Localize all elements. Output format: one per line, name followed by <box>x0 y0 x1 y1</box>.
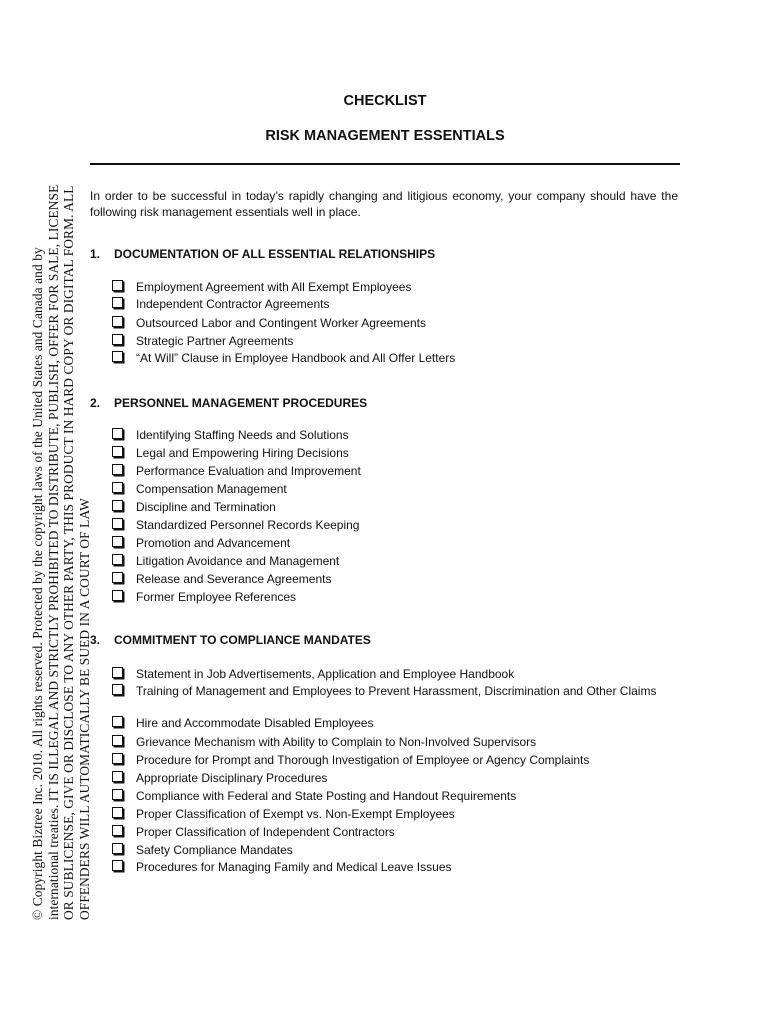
checkbox-icon[interactable] <box>112 843 123 854</box>
checkbox-icon[interactable] <box>112 482 123 493</box>
checklist-item[interactable]: Promotion and Advancement <box>112 535 678 551</box>
intro-paragraph: In order to be successful in today’s rapidly changing and litigious economy, your company should have the following risk management essentials well in place. <box>90 189 678 219</box>
checklist-item[interactable]: Legal and Empowering Hiring Decisions <box>112 445 678 461</box>
checkbox-icon[interactable] <box>112 334 123 345</box>
checklist-item[interactable]: Former Employee References <box>112 589 678 605</box>
checkbox-icon[interactable] <box>112 518 123 529</box>
section-number: 1. <box>90 247 101 261</box>
checkbox-icon[interactable] <box>112 446 123 457</box>
checklist-item[interactable]: Safety Compliance Mandates <box>112 842 678 858</box>
checkbox-icon[interactable] <box>112 590 123 601</box>
checkbox-icon[interactable] <box>112 716 123 727</box>
checkbox-icon[interactable] <box>112 860 123 871</box>
checklist-item[interactable]: Proper Classification of Independent Contractors <box>112 824 678 840</box>
title-divider <box>90 163 680 165</box>
checkbox-icon[interactable] <box>112 753 123 764</box>
section-number: 3. <box>90 633 101 647</box>
section-title: PERSONNEL MANAGEMENT PROCEDURES <box>114 396 368 410</box>
checkbox-icon[interactable] <box>112 351 123 362</box>
checkbox-icon[interactable] <box>112 280 123 291</box>
checklist-item[interactable]: Identifying Staffing Needs and Solutions <box>112 427 678 443</box>
section-title: DOCUMENTATION OF ALL ESSENTIAL RELATIONSHIPS <box>114 247 436 261</box>
checklist-item[interactable]: Litigation Avoidance and Management <box>112 553 678 569</box>
checkbox-icon[interactable] <box>112 500 123 511</box>
checkbox-icon[interactable] <box>112 684 123 695</box>
checklist-item[interactable]: “At Will” Clause in Employee Handbook and All Offer Letters <box>112 350 678 366</box>
checklist-item[interactable]: Grievance Mechanism with Ability to Complain to Non-Involved Supervisors <box>112 734 678 750</box>
checklist-item[interactable]: Outsourced Labor and Contingent Worker Agreements <box>112 315 678 331</box>
section-2-heading <box>90 396 367 410</box>
document-title: CHECKLIST <box>343 93 427 109</box>
copyright-notice <box>30 70 90 920</box>
section-1-heading <box>90 247 435 261</box>
copyright-line-4: OFFENDERS WILL AUTOMATICALLY BE SUED IN A COURT OF LAW <box>76 498 92 920</box>
checklist-item[interactable]: Performance Evaluation and Improvement <box>112 463 678 479</box>
checklist-item[interactable]: Strategic Partner Agreements <box>112 333 678 349</box>
checklist-item[interactable]: Statement in Job Advertisements, Application and Employee Handbook <box>112 666 678 682</box>
checklist-item[interactable]: Training of Management and Employees to Prevent Harassment, Discrimination and Other Claims <box>112 683 678 699</box>
checklist-item[interactable]: Appropriate Disciplinary Procedures <box>112 770 678 786</box>
checkbox-icon[interactable] <box>112 667 123 678</box>
checkbox-icon[interactable] <box>112 789 123 800</box>
checkbox-icon[interactable] <box>112 428 123 439</box>
checklist-item[interactable]: Release and Severance Agreements <box>112 571 678 587</box>
copyright-line-1: © Copyright Biztree Inc. 2010. All rights reserved. Protected by the copyright laws of the United States and Canada and by <box>30 247 45 920</box>
checkbox-icon[interactable] <box>112 735 123 746</box>
section-title: COMMITMENT TO COMPLIANCE MANDATES <box>114 633 371 647</box>
checklist-item[interactable]: Hire and Accommodate Disabled Employees <box>112 715 678 731</box>
checklist-item[interactable]: Proper Classification of Exempt vs. Non-Exempt Employees <box>112 806 678 822</box>
checklist-item[interactable]: Compensation Management <box>112 481 678 497</box>
checkbox-icon[interactable] <box>112 464 123 475</box>
checklist-item[interactable]: Procedure for Prompt and Thorough Investigation of Employee or Agency Complaints <box>112 752 678 768</box>
checkbox-icon[interactable] <box>112 807 123 818</box>
checkbox-icon[interactable] <box>112 297 123 308</box>
checkbox-icon[interactable] <box>112 554 123 565</box>
copyright-line-3: OR SUBLICENSE, GIVE OR DISCLOSE TO ANY OTHER PARTY, THIS PRODUCT IN HARD COPY OR DIGITAL FORM. ALL <box>61 185 76 920</box>
checklist-item[interactable]: Independent Contractor Agreements <box>112 296 678 312</box>
checklist-item[interactable]: Employment Agreement with All Exempt Employees <box>112 279 678 295</box>
copyright-line-2: international treaties. IT IS ILLEGAL AND STRICTLY PROHIBITED TO DISTRIBUTE, PUBLISH, OFFER FOR SALE, LICENSE <box>45 184 61 920</box>
checkbox-icon[interactable] <box>112 825 123 836</box>
checklist-item[interactable]: Procedures for Managing Family and Medical Leave Issues <box>112 859 678 875</box>
checklist-item[interactable]: Standardized Personnel Records Keeping <box>112 517 678 533</box>
checkbox-icon[interactable] <box>112 572 123 583</box>
checkbox-icon[interactable] <box>112 316 123 327</box>
checklist-item[interactable]: Discipline and Termination <box>112 499 678 515</box>
section-3-heading <box>90 633 371 647</box>
checkbox-icon[interactable] <box>112 536 123 547</box>
checklist-item[interactable]: Compliance with Federal and State Posting and Handout Requirements <box>112 788 678 804</box>
checkbox-icon[interactable] <box>112 771 123 782</box>
section-number: 2. <box>90 396 101 410</box>
document-subtitle: RISK MANAGEMENT ESSENTIALS <box>265 128 505 144</box>
